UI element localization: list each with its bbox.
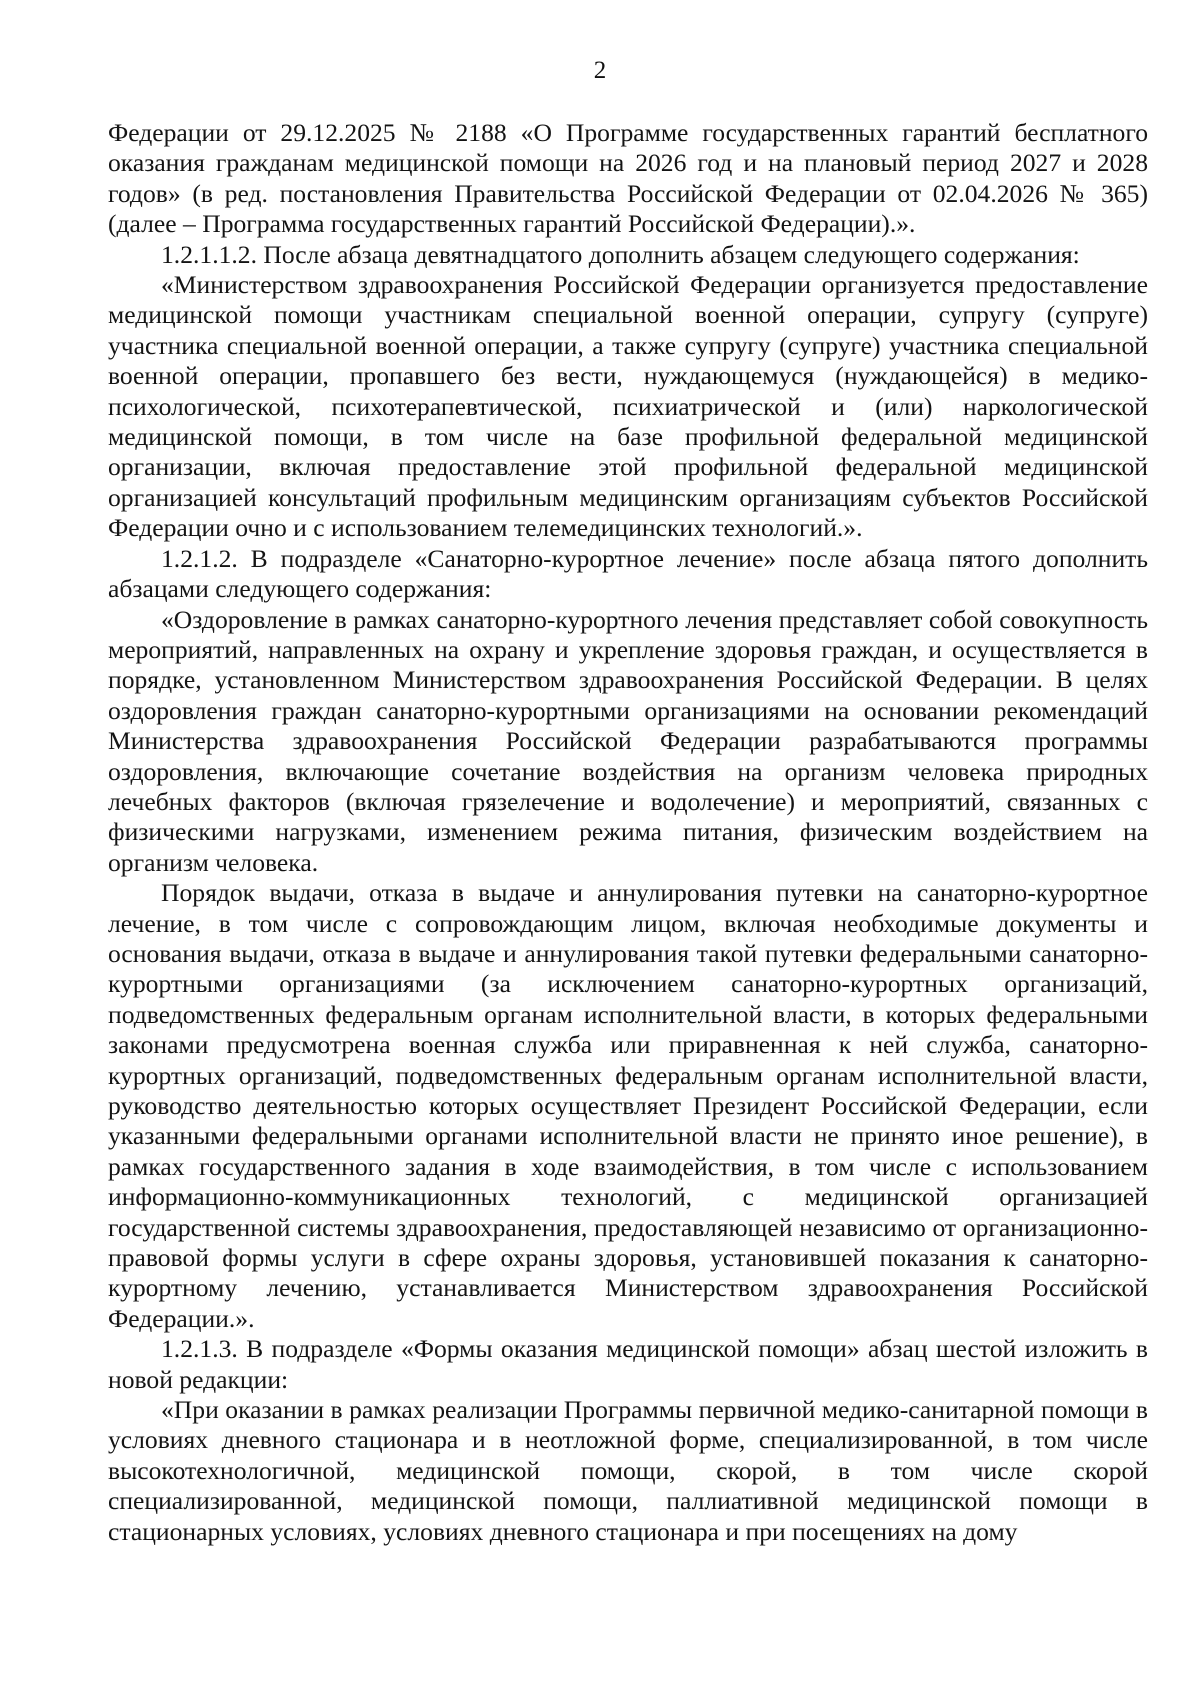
page-number: 2 [593,57,607,84]
paragraph-1-2-1-3: 1.2.1.3. В подразделе «Формы оказания медицинской помощи» абзац шестой изложить в новой редакции: [108,1334,1148,1394]
document-body [108,118,1148,1547]
paragraph-quote-recovery: «Оздоровление в рамках санаторно-курортного лечения представляет собой совокупность мероприятий, направленных на охрану и укрепление здоровья граждан, и осуществляется в порядке, установленном Министерством здравоохранения Российской Федерации. В целях оздоровления граждан санаторно-курортными организациями на основании рекомендаций Министерства здравоохранения Российской Федерации разрабатываются программы оздоровления, включающие сочетание воздействия на организм человека природных лечебных факторов (включая грязелечение и водолечение) и мероприятий, связанных с физическими нагрузками, изменением режима питания, физическим воздействием на организм человека. [108,604,1148,877]
paragraph-continuation: Федерации от 29.12.2025 № 2188 «О Программе государственных гарантий бесплатного оказания гражданам медицинской помощи на 2026 год и на плановый период 2027 и 2028 годов» (в ред. постановления Правительства Российской Федерации от 02.04.2026 № 365) (далее – Программа государственных гарантий Российской Федерации).». [108,118,1148,239]
paragraph-1-2-1-1-2: 1.2.1.1.2. После абзаца девятнадцатого дополнить абзацем следующего содержания: [161,239,1080,269]
paragraph-voucher-procedure: Порядок выдачи, отказа в выдаче и аннулирования путевки на санаторно-курортное лечение, в том числе с сопровождающим лицом, включая необходимые документы и основания выдачи, отказа в выдаче и аннулирования такой путевки федеральными санаторно-курортными организациями (за исключением санаторно-курортных организаций, подведомственных федеральным органам исполнительной власти, в которых федеральными законами предусмотрена военная служба или приравненная к ней служба, санаторно-курортных организаций, подведомственных федеральным органам исполнительной власти, руководство деятельностью которых осуществляет Президент Российской Федерации, если указанными федеральными органами исполнительной власти не принято иное решение), в рамках государственного задания в ходе взаимодействия, в том числе с использованием информационно-коммуникационных технологий, с медицинской организацией государственной системы здравоохранения, предоставляющей независимо от организационно-правовой формы услуги в сфере охраны здоровья, установившей показания к санаторно-курортному лечению, устанавливается Министерством здравоохранения Российской Федерации.». [108,878,1148,1333]
paragraph-quote-care-forms: «При оказании в рамках реализации Программы первичной медико-санитарной помощи в условиях дневного стационара и в неотложной форме, специализированной, в том числе высокотехнологичной, медицинской помощи, скорой, в том числе скорой специализированной, медицинской помощи, паллиативной медицинской помощи в стационарных условиях, условиях дневного стационара и при посещениях на дому [108,1395,1148,1546]
paragraph-quote-ministry: «Министерством здравоохранения Российской Федерации организуется предоставление медицинской помощи участникам специальной военной операции, супругу (супруге) участника специальной военной операции, а также супругу (супруге) участника специальной военной операции, пропавшего без вести, нуждающемуся (нуждающейся) в медико-психологической, психотерапевтической, психиатрической и (или) наркологической медицинской помощи, в том числе на базе профильной федеральной медицинской организации, включая предоставление этой профильной федеральной медицинской организацией консультаций профильным медицинским организациям субъектов Российской Федерации очно и с использованием телемедицинских технологий.». [108,270,1148,543]
paragraph-1-2-1-2: 1.2.1.2. В подразделе «Санаторно-курортное лечение» после абзаца пятого дополнить абзацами следующего содержания: [108,543,1148,604]
